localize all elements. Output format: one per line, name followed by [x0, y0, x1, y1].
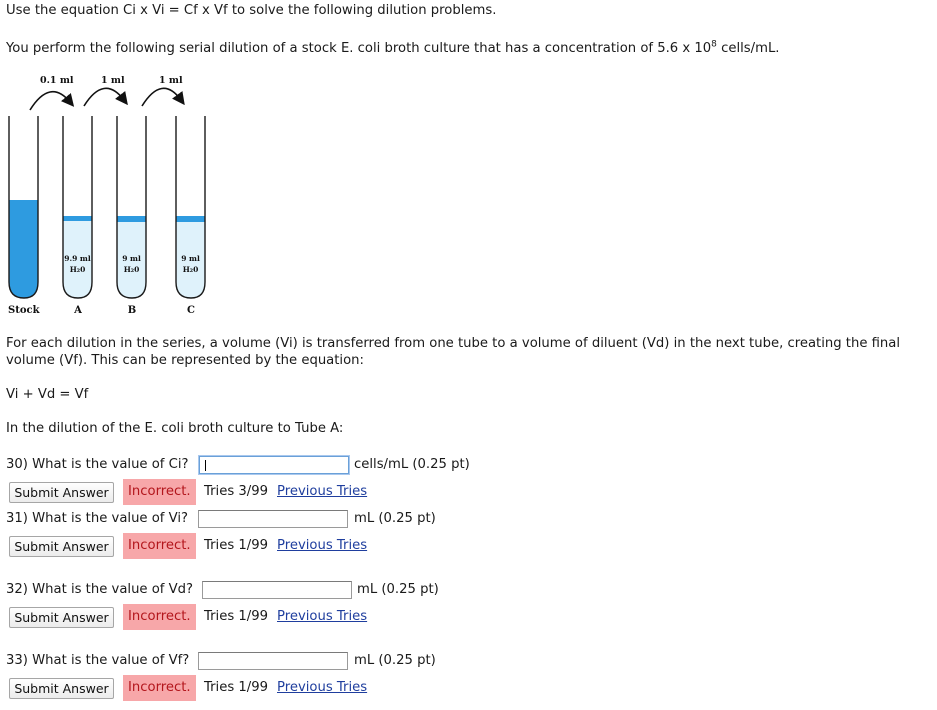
question-30-text: 30) What is the value of Ci? [6, 457, 189, 472]
tube-label-b: B [127, 305, 137, 316]
intro-exponent: 8 [711, 39, 717, 50]
submit-answer-button-31[interactable]: Submit Answer [9, 536, 114, 557]
tries-count-30: Tries 3/99 [204, 484, 268, 499]
transfer-label-1: 0.1 ml [40, 75, 74, 86]
question-32-text: 32) What is the value of Vd? [6, 582, 194, 597]
explanation-line-1: For each dilution in the series, a volume (Vi) is transferred from one tube to a volume of diluent (Vd) in the next tube, creating the final [6, 336, 901, 351]
tries-count-33: Tries 1/99 [204, 680, 268, 695]
tries-count-32: Tries 1/99 [204, 609, 268, 624]
submit-answer-button-32[interactable]: Submit Answer [9, 607, 114, 628]
context-line: In the dilution of the E. coli broth culture to Tube A: [6, 421, 344, 436]
unit-33: mL (0.25 pt) [354, 653, 436, 668]
answer-input-31[interactable] [198, 510, 348, 528]
instruction-intro [6, 41, 780, 56]
diluent-water-a: H₂0 [69, 265, 86, 274]
question-31-text: 31) What is the value of Vi? [6, 511, 189, 526]
tube-label-c: C [187, 305, 195, 316]
previous-tries-link-30[interactable]: Previous Tries [277, 484, 368, 499]
previous-tries-link-32[interactable]: Previous Tries [277, 609, 368, 624]
tries-count-31: Tries 1/99 [204, 538, 268, 553]
answer-input-33[interactable] [198, 652, 348, 670]
tube-stock [9, 116, 38, 298]
unit-31: mL (0.25 pt) [354, 511, 436, 526]
formula-line: Vi + Vd = Vf [6, 387, 89, 402]
diluent-volume-b: 9 ml [122, 254, 141, 263]
transfer-label-2: 1 ml [101, 75, 125, 86]
explanation-line-2: volume (Vf). This can be represented by the equation: [6, 353, 364, 368]
previous-tries-link-31[interactable]: Previous Tries [277, 538, 368, 553]
transfer-arrow-3 [142, 88, 181, 106]
diluent-volume-c: 9 ml [181, 254, 200, 263]
incorrect-badge-30: Incorrect. [123, 479, 196, 505]
submit-answer-button-30[interactable]: Submit Answer [9, 482, 114, 503]
transfer-arrow-1 [30, 92, 70, 110]
previous-tries-link-33[interactable]: Previous Tries [277, 680, 368, 695]
diluent-water-b: H₂0 [123, 265, 140, 274]
answer-input-32[interactable] [202, 581, 352, 599]
diluent-volume-a: 9.9 ml [64, 254, 91, 263]
unit-32: mL (0.25 pt) [357, 582, 439, 597]
question-33-text: 33) What is the value of Vf? [6, 653, 190, 668]
text-caret [205, 460, 206, 471]
serial-dilution-diagram [0, 68, 220, 324]
intro-text: You perform the following serial dilution of a stock E. coli broth culture that has a concentration of 5.6 x 10 [6, 41, 712, 56]
submit-answer-button-33[interactable]: Submit Answer [9, 678, 114, 699]
intro-unit: cells/mL. [716, 41, 780, 56]
transfer-arrow-2 [84, 88, 124, 106]
incorrect-badge-31: Incorrect. [123, 533, 196, 559]
diluent-water-c: H₂0 [182, 265, 199, 274]
incorrect-badge-32: Incorrect. [123, 604, 196, 630]
transfer-label-3: 1 ml [159, 75, 183, 86]
tube-label-stock: Stock [8, 305, 40, 316]
tube-label-a: A [74, 305, 82, 316]
answer-input-30[interactable] [199, 456, 349, 474]
unit-30: cells/mL (0.25 pt) [354, 457, 470, 472]
incorrect-badge-33: Incorrect. [123, 675, 196, 701]
instruction-equation: Use the equation Ci x Vi = Cf x Vf to solve the following dilution problems. [6, 3, 497, 18]
